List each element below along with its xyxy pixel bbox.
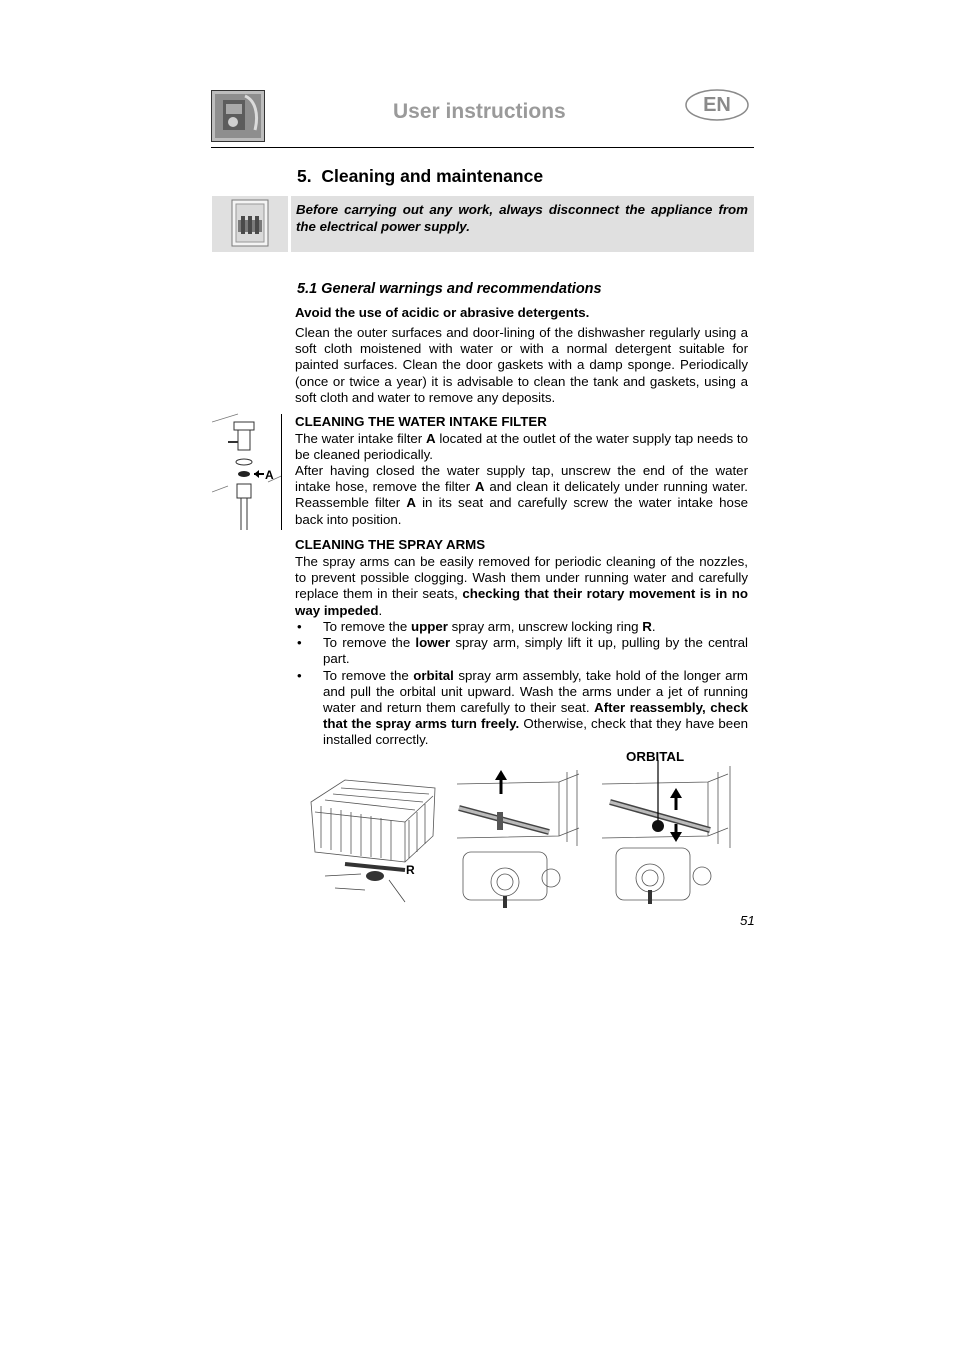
ring-label-r: R <box>406 863 415 877</box>
spray-intro: The spray arms can be easily removed for periodic cleaning of the nozzles, to prevent possible clogging. Wash them under running water and carefully replace them in their seats, checking that their rotary movement is in no way impeded. <box>295 554 748 618</box>
list-item: • To remove the upper spray arm, unscrew locking ring R. <box>295 619 748 635</box>
header-logo <box>211 90 265 142</box>
lower-arm-figure <box>453 768 585 910</box>
spray-bullet-list <box>295 619 748 749</box>
header-divider <box>211 147 754 148</box>
page-header-title: User instructions <box>393 100 566 123</box>
warning-text: Before carrying out any work, always disconnect the appliance from the electrical power supply. <box>296 202 748 234</box>
section-title <box>297 166 543 187</box>
detergent-body: Clean the outer surfaces and door-lining of the dishwasher regularly using a soft cloth moistened with water or with a normal detergent suitable for painted surfaces. Clean the door gaskets with a damp sponge. Periodically (once or twice a year) it is advisable to clean the tank and gaskets, using a soft cloth and water to remove any deposits. <box>295 325 748 405</box>
page-number: 51 <box>740 913 755 928</box>
power-socket-icon <box>212 196 288 252</box>
spray-heading: CLEANING THE SPRAY ARMS <box>295 537 486 552</box>
filter-heading: CLEANING THE WATER INTAKE FILTER <box>295 414 547 429</box>
orbital-label: ORBITAL <box>626 749 685 764</box>
list-item: • To remove the orbital spray arm assembly, take hold of the longer arm and pull the orbital unit upward. Wash the arms under a jet of running water and return them carefully to their seat. After reassembly, check that the spray arms turn freely. Otherwise, check that they have been installed correctly. <box>295 668 748 749</box>
figure-label-a: A <box>265 468 274 482</box>
filter-paragraph-2: After having closed the water supply tap, unscrew the end of the water intake hose, remove the filter A and clean it delicately under running water. Reassemble filter A in its seat and carefully screw the water intake hose back into position. <box>295 463 748 527</box>
orbital-arm-figure <box>600 752 740 910</box>
filter-side-rule <box>281 414 282 530</box>
water-filter-figure <box>212 412 282 532</box>
detergent-heading: Avoid the use of acidic or abrasive detergents. <box>295 305 590 320</box>
language-badge <box>684 88 750 122</box>
upper-arm-figure <box>305 772 445 912</box>
section-title-text: Cleaning and maintenance <box>321 166 544 186</box>
filter-paragraph-1: The water intake filter A located at the outlet of the water supply tap needs to be cleaned periodically. <box>295 431 748 463</box>
list-item: • To remove the lower spray arm, simply lift it up, pulling by the central part. <box>295 635 748 667</box>
section-number: 5. <box>297 166 312 186</box>
warning-icon-panel <box>212 196 288 252</box>
language-code: EN <box>703 94 731 116</box>
subsection-title: 5.1 General warnings and recommendations <box>297 281 602 297</box>
